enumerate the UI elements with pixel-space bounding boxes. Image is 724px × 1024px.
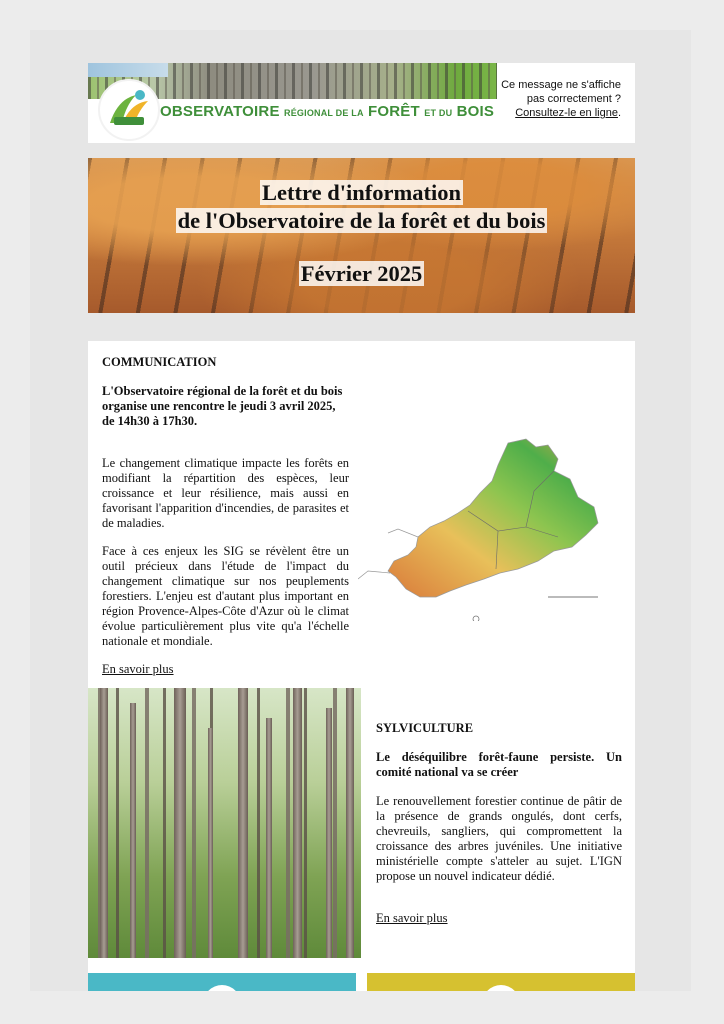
sylviculture-lead: Le déséquilibre forêt-faune persiste. Un comité national va se créer xyxy=(376,750,622,779)
communication-paragraph-1: Le changement climatique impacte les forêts en modifiant la répartition des espèces, leur croissance et leur résilience, mais aussi en favorisant l'apparition d'incendies, de parasites et de maladies. xyxy=(102,456,349,530)
banner-title: OBSERVATOIRE RÉGIONAL DE LA FORÊT ET DU BOIS xyxy=(160,103,495,120)
communication-section xyxy=(102,355,349,677)
notice-text: Ce message ne s'affiche pas correctement ? xyxy=(501,79,621,105)
teal-block-icon xyxy=(203,985,241,991)
teal-section-block xyxy=(88,973,356,991)
forest-photo-image[interactable] xyxy=(88,688,361,958)
view-online-link[interactable]: Consultez-le en ligne xyxy=(515,107,618,119)
observatoire-logo-icon xyxy=(98,79,160,141)
hero-date: Février 2025 xyxy=(300,261,423,286)
header-banner[interactable] xyxy=(88,63,497,143)
communication-paragraph-2: Face à ces enjeux les SIG se révèlent être un outil précieux dans l'étude de l'impact du changement climatique sur nos peuplements forestiers. L'enjeu est d'autant plus important en région Provence-Alpes-Côte d'Azur où le climat évolue particulièrement plus vite qu'a l'échelle nationale et mondiale. xyxy=(102,544,349,648)
gold-block-icon xyxy=(482,985,520,991)
communication-more-link[interactable]: En savoir plus xyxy=(102,662,174,676)
communication-lead: L'Observatoire régional de la forêt et du bois organise une rencontre le jeudi 3 avril 2025, de 14h30 à 17h30. xyxy=(102,384,343,428)
banner-sky xyxy=(88,63,168,77)
newsletter-header xyxy=(88,63,635,143)
sylviculture-more-link[interactable]: En savoir plus xyxy=(376,911,448,925)
sylviculture-paragraph: Le renouvellement forestier continue de pâtir de la présence de grands ongulés, dont cerfs, chevreuils, sangliers, qui compromettent la croissance des arbres juvéniles. Une initiative ministérielle compte s'atteler au sujet. L'IGN propose un nouvel indicateur dédié. xyxy=(376,794,622,883)
newsletter-frame xyxy=(30,30,691,991)
gold-section-block xyxy=(367,973,635,991)
region-map-image[interactable] xyxy=(358,401,633,621)
view-online-notice: Ce message ne s'affiche pas correctement ? Consultez-le en ligne. xyxy=(501,79,621,119)
hero-banner xyxy=(88,158,635,313)
sylviculture-section xyxy=(376,721,622,926)
communication-title: COMMUNICATION xyxy=(102,355,217,369)
hero-title-line1: Lettre d'information xyxy=(262,180,461,205)
sylviculture-title: SYLVICULTURE xyxy=(376,721,474,735)
content-card xyxy=(88,341,635,991)
hero-title-line2: de l'Observatoire de la forêt et du bois xyxy=(177,208,546,233)
